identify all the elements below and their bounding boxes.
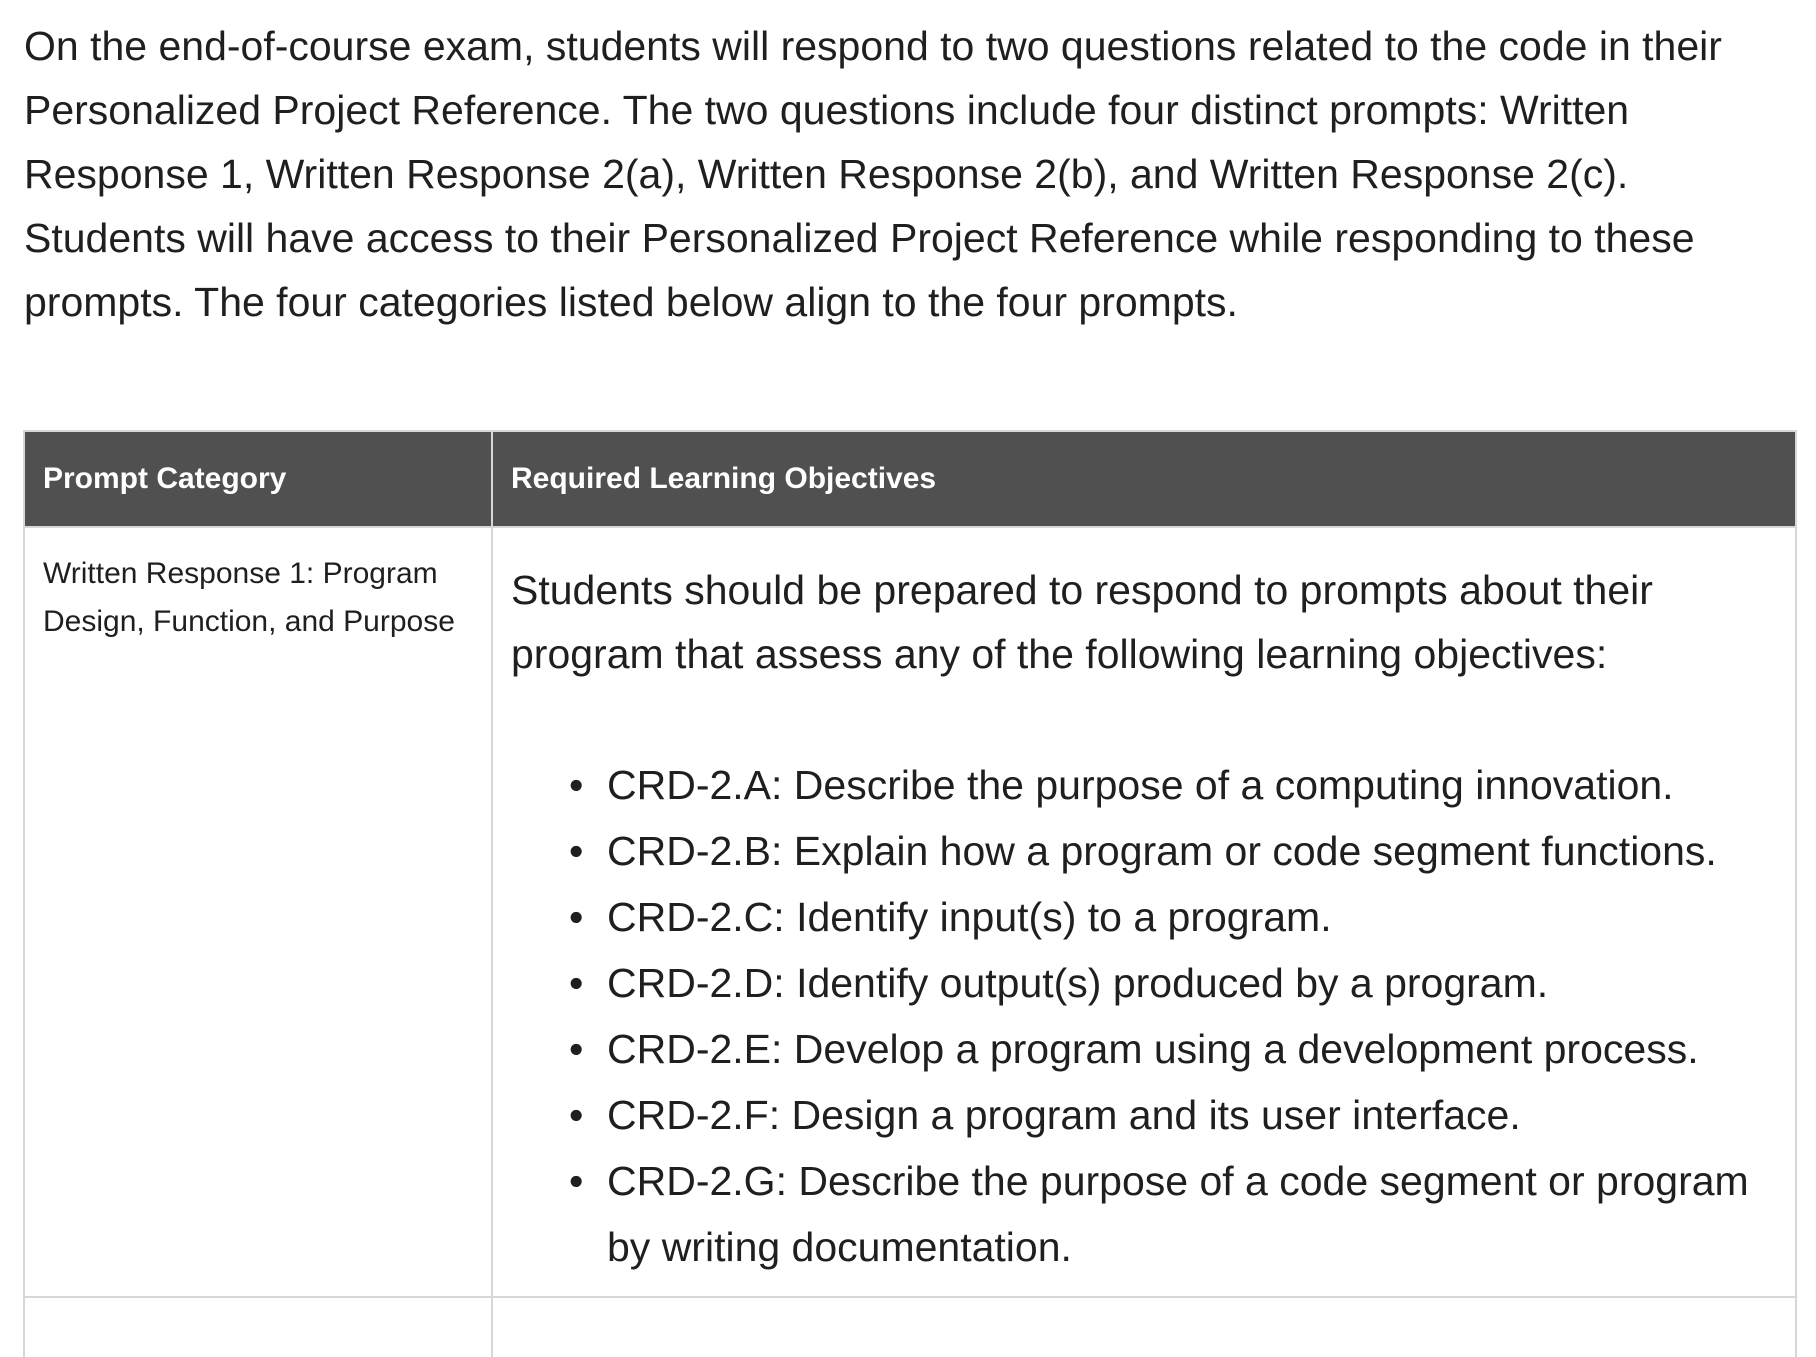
table-row-partial: [24, 1297, 1796, 1357]
list-item: [569, 1148, 1777, 1280]
bullet-icon: •: [569, 894, 584, 940]
list-item: [569, 752, 1777, 818]
objective-text: CRD-2.G: Describe the purpose of a code segment or program by writing documentation.: [607, 1158, 1749, 1270]
objective-text: CRD-2.F: Design a program and its user interface.: [607, 1092, 1521, 1138]
objectives-intro: Students should be prepared to respond to prompts about their program that assess any of the following learning objectives:: [511, 567, 1653, 677]
empty-cell: [24, 1297, 492, 1357]
list-item: [569, 818, 1777, 884]
prompt-category-cell: Written Response 1: Program Design, Function, and Purpose: [24, 527, 492, 1297]
list-item: [569, 950, 1777, 1016]
bullet-icon: •: [569, 1092, 584, 1138]
empty-cell: [492, 1297, 1796, 1357]
objectives-cell: [492, 527, 1796, 1297]
objective-text: CRD-2.D: Identify output(s) produced by a program.: [607, 960, 1549, 1006]
bullet-icon: •: [569, 1026, 584, 1072]
list-item: [569, 1016, 1777, 1082]
table-row: [24, 527, 1796, 1297]
bullet-icon: •: [569, 828, 584, 874]
objective-text: CRD-2.B: Explain how a program or code segment functions.: [607, 828, 1717, 874]
bullet-icon: •: [569, 960, 584, 1006]
table-header: [24, 431, 1796, 527]
objective-text: CRD-2.C: Identify input(s) to a program.: [607, 894, 1332, 940]
objectives-list: [511, 752, 1777, 1280]
objective-text: CRD-2.A: Describe the purpose of a computing innovation.: [607, 762, 1674, 808]
objective-text: CRD-2.E: Develop a program using a development process.: [607, 1026, 1699, 1072]
prompt-objectives-table: [23, 430, 1797, 1357]
list-item: [569, 1082, 1777, 1148]
intro-paragraph: On the end-of-course exam, students will respond to two questions related to the code in their Personalized Project Reference. The two questions include four distinct prompts: Written Response 1, Written Response 2(a), Written Response 2(b), and Written Response 2(c). Students will have access to their Personalized Project Reference while responding to these prompts. The four categories listed below align to the four prompts.: [24, 23, 1722, 325]
header-required-learning-objectives: Required Learning Objectives: [492, 431, 1796, 527]
table-header-row: [24, 431, 1796, 527]
list-item: [569, 884, 1777, 950]
header-prompt-category: Prompt Category: [24, 431, 492, 527]
bullet-icon: •: [569, 762, 584, 808]
table-body: [24, 527, 1796, 1357]
bullet-icon: •: [569, 1158, 584, 1204]
